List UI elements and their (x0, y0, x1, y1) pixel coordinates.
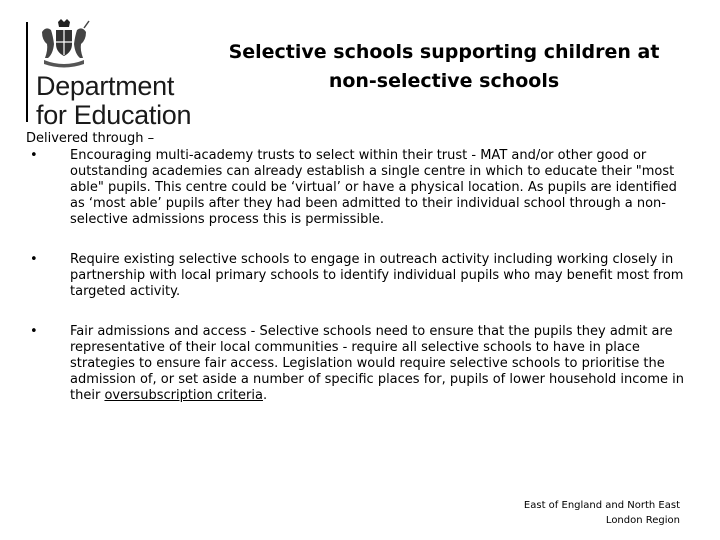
bullet-trailing: . (262, 388, 268, 403)
title-line-2: non-selective schools (328, 70, 560, 92)
slide-body (26, 131, 686, 428)
bullet-item (26, 324, 686, 404)
bullet-marker: • (30, 252, 38, 267)
footer-region (524, 498, 680, 528)
footer-line-2: London Region (605, 515, 680, 526)
department-name (36, 72, 191, 130)
department-line-2: for Education (36, 100, 192, 130)
bullet-text: Require existing selective schools to engage in outreach activity including working closely in partnership with local primary schools to identify individual pupils who may benefit most from targeted activity. (70, 252, 684, 299)
bullet-text: Encouraging multi-academy trusts to select within their trust - MAT and/or other good or outstanding academies can already establish a single centre in which to educate their "most able" pupils. This centre could be ‘virtual’ or have a physical location. As pupils are identified as ‘most able’ pupils after they had been admitted to their individual school through a non-selective admissions process this is permissible. (70, 148, 677, 227)
bullet-text-container (70, 324, 686, 404)
bullet-item (26, 148, 686, 228)
bullet-item (26, 252, 686, 300)
intro-text: Delivered through – (26, 131, 155, 146)
title-line-1: Selective schools supporting children at (228, 41, 660, 63)
slide-title (212, 38, 676, 96)
bullet-text: Fair admissions and access - Selective schools need to ensure that the pupils they admit are representative of their local communities - require all selective schools to have in place strategies to ensure fair access. Legislation would require selective schools to prioritise the admission of, or set aside a number of specific places for, pupils of lower household income in their (70, 324, 685, 403)
department-line-1: Department (36, 71, 175, 101)
footer-line-1: East of England and North East (523, 500, 680, 511)
dfe-logo (26, 14, 206, 130)
royal-coat-of-arms-icon (36, 18, 92, 70)
logo-divider (26, 22, 28, 122)
bullet-marker: • (30, 148, 38, 163)
bullet-marker: • (30, 324, 38, 339)
oversubscription-criteria-link[interactable]: oversubscription criteria (104, 388, 263, 403)
